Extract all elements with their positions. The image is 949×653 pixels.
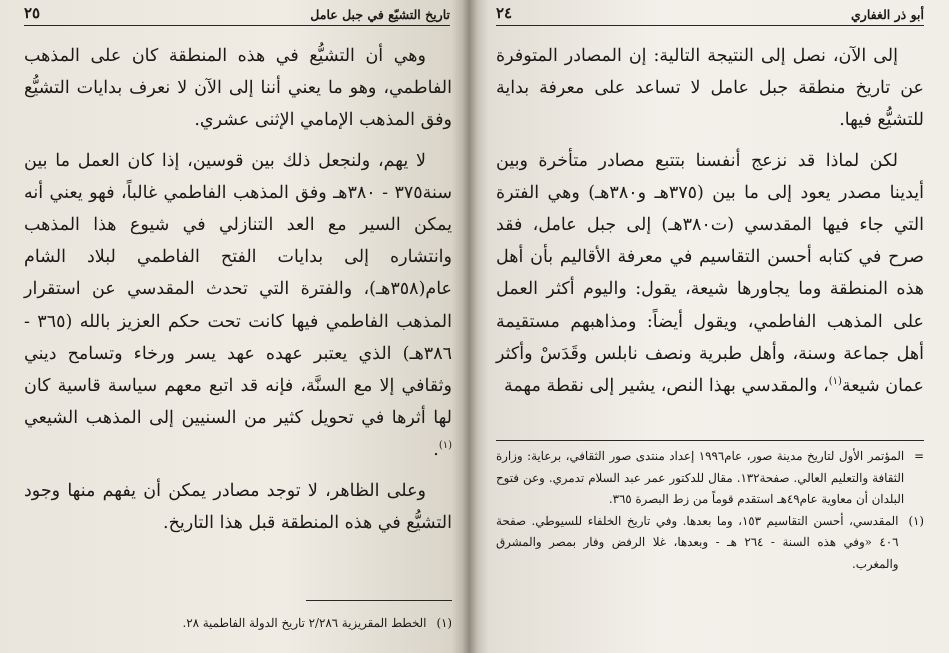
left-footnotes — [24, 613, 452, 635]
right-page-header — [496, 4, 924, 26]
paragraph: لكن لماذا قد نزعج أنفسنا بتتبع مصادر متأخرة وبين أيدينا مصدر يعود إلى ما بين (٣٧٥هـ و٣٨٠هـ) وهي الفترة التي جاء فيها المقدسي (ت٣٨٠هـ) إلى جبل عامل، فقد صرح في كتابه أحسن التقاسيم في معرفة الأقاليم بأن أهل هذه المنطقة وما يجاورها شيعة، يقول: واليوم أكثر العمل على المذهب الفاطمي، ويقول أيضاً: ومذاهبهم مستقيمة أهل جماعة وسنة، وأهل طبرية ونصف نابلس وقَدَسْ وأكثر عمان شيعة$^{(١)}$، والمقدسي بهذا النص، يشير إلى نقطة مهمة — [496, 150, 924, 397]
footnote: (١) المقدسي، أحسن التقاسيم ١٥٣، وما بعدها. وفي تاريخ الخلفاء للسيوطي. صفحة ٤٠٦ «وفي هذه السنة - ٢٦٤ هـ - وبعدها، غلا الرفض وفار بمصر والمشرق والمغرب. — [496, 513, 924, 571]
left-page — [0, 0, 470, 653]
paragraph: وعلى الظاهر، لا توجد مصادر يمكن أن يفهم منها وجود التشيُّع في هذه المنطقة قبل هذا التاريخ. — [24, 480, 452, 533]
footnote-separator — [306, 600, 452, 601]
footnote-mark: (١) — [828, 376, 842, 388]
page-number: ٢٥ — [24, 4, 41, 22]
paragraph: لا يهم، ولنجعل ذلك بين قوسين، إذا كان العمل ما بين سنة٣٧٥ - ٣٨٠هـ وفق المذهب الفاطمي غالباً، فهو يعني أنه يمكن السير مع العد التنازلي في شيوع هذا المذهب وانتشاره إلى بدايات الفتح الفاطمي لبلاد الشام عام(٣٥٨هـ)، والفترة التي تحدث المقدسي عن استقرار المذهب الفاطمي فيها كانت تحت حكم العزيز بالله (٣٦٥ - ٣٨٦هـ) الذي يعتبر عهده عهد يسر ورخاء وتسامح ديني وثقافي إلا مع السنَّة، فإنه قد اتبع معهم سياسة قاسية كان لها أثرها في تحويل كثير من السنيين إلى المذهب الشيعي $^{(١)}$. — [24, 150, 452, 461]
book-gutter — [462, 0, 478, 653]
running-title: أبو ذر الغفاري — [851, 7, 924, 22]
running-title: تاريخ التشيّع في جبل عامل — [310, 7, 450, 22]
right-page-body — [496, 40, 924, 410]
footnote-separator — [496, 440, 924, 441]
footnote: (١) الخطط المقريزية ٢/٢٨٦ تاريخ الدولة الفاطمية ٢٨. — [182, 616, 452, 630]
footnote: = المؤتمر الأول لتاريخ مدينة صور، عام١٩٩٦ إعداد منتدى صور الثقافي، برعاية: وزارة الثقافة والتعليم العالي. صفحة١٣٢. مقال للدكتور عمر عبد السلام تدمري. وعن فتوح البلدان أن معاوية عام٤٩هـ استقدم قوماً من زط البصرة ٣٦٥. — [496, 449, 924, 506]
left-page-body — [24, 40, 452, 547]
paragraph: وهي أن التشيُّع في هذه المنطقة كان على المذهب الفاطمي، وهو ما يعني أننا إلى الآن لا نعرف بدايات التشيُّع وفق المذهب الإمامي الإثنى عشري. — [24, 46, 452, 131]
left-page-header — [24, 4, 450, 26]
footnote-mark: (١) — [438, 440, 452, 452]
paragraph: إلى الآن، نصل إلى النتيجة التالية: إن المصادر المتوفرة عن تاريخ منطقة جبل عامل لا تساعد على معرفة بداية للتشيُّع فيها. — [496, 46, 924, 131]
right-page — [470, 0, 949, 653]
right-footnotes — [496, 446, 924, 575]
page-number: ٢٤ — [496, 4, 513, 22]
